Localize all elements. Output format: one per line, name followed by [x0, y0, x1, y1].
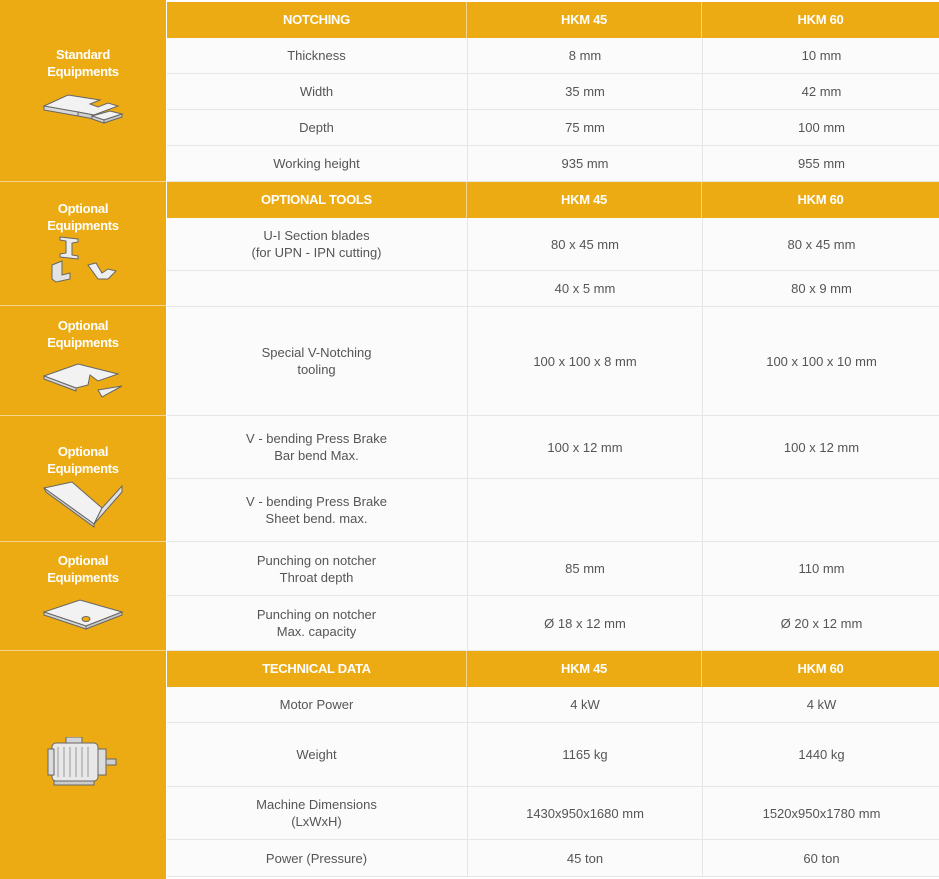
row-label: Punching on notcher Throat depth — [256, 552, 377, 585]
row-label: Motor Power — [279, 697, 354, 712]
side-section-optional-3 — [0, 416, 166, 542]
table-row — [167, 307, 939, 416]
side-label: Optional Equipments — [47, 318, 119, 350]
side-label: Optional Equipments — [47, 444, 119, 476]
value-hkm45: 35 mm — [467, 74, 702, 109]
value-hkm60: 955 mm — [702, 146, 939, 181]
row-label — [167, 271, 466, 306]
section-profiles-icon — [48, 235, 120, 283]
header-model-hkm60: HKM 60 — [797, 12, 844, 27]
v-notch-plate-icon — [42, 360, 126, 400]
header-label: TECHNICAL DATA — [262, 661, 371, 676]
value-hkm60: 10 mm — [702, 38, 939, 73]
table-row — [167, 416, 939, 479]
notched-plate-icon — [42, 92, 124, 132]
row-label: Machine Dimensions (LxWxH) — [256, 797, 377, 829]
side-label: Standard Equipments — [47, 47, 119, 79]
value-hkm45: 935 mm — [467, 146, 702, 181]
header-technical-data — [167, 651, 939, 687]
side-section-optional-1 — [0, 182, 166, 306]
value-hkm45: 1430x950x1680 mm — [467, 787, 702, 839]
side-section-optional-4 — [0, 542, 166, 651]
side-label: Optional Equipments — [47, 201, 119, 233]
value-hkm45: 75 mm — [467, 110, 702, 145]
value-hkm60: 80 x 9 mm — [702, 271, 939, 306]
value-hkm60: Ø 20 x 12 mm — [702, 596, 939, 650]
row-label: Width — [299, 84, 334, 99]
value-hkm60: 4 kW — [702, 687, 939, 722]
value-hkm45: 80 x 45 mm — [467, 218, 702, 270]
value-hkm45: 8 mm — [467, 38, 702, 73]
value-hkm45: 100 x 100 x 8 mm — [467, 307, 702, 415]
value-hkm45: 4 kW — [467, 687, 702, 722]
value-hkm60: 1520x950x1780 mm — [702, 787, 939, 839]
value-hkm45: Ø 18 x 12 mm — [467, 596, 702, 650]
header-label: NOTCHING — [283, 12, 350, 27]
value-hkm60: 1440 kg — [702, 723, 939, 786]
value-hkm60: 80 x 45 mm — [702, 218, 939, 270]
side-section-optional-2 — [0, 306, 166, 416]
table-row — [167, 74, 939, 110]
electric-motor-icon — [46, 737, 120, 787]
side-label: Optional Equipments — [47, 553, 119, 585]
row-label: Working height — [273, 156, 360, 171]
row-label: Depth — [299, 120, 334, 135]
table-row — [167, 146, 939, 182]
bent-sheet-icon — [42, 480, 126, 528]
table-row — [167, 271, 939, 307]
header-notching — [167, 2, 939, 38]
value-hkm45 — [467, 479, 702, 541]
value-hkm60: 110 mm — [702, 542, 939, 595]
table-row — [167, 687, 939, 723]
table-row — [167, 840, 939, 877]
row-label: Punching on notcher Max. capacity — [256, 607, 377, 639]
value-hkm45: 100 x 12 mm — [467, 416, 702, 478]
value-hkm60: 100 x 100 x 10 mm — [702, 307, 939, 415]
value-hkm60: 100 mm — [702, 110, 939, 145]
row-label: U-I Section blades (for UPN - IPN cutting) — [251, 228, 382, 260]
table-row — [167, 787, 939, 840]
row-label: Power (Pressure) — [265, 850, 368, 866]
value-hkm45: 85 mm — [467, 542, 702, 595]
row-label: Weight — [296, 747, 337, 762]
table-row — [167, 38, 939, 74]
row-label: V - bending Press Brake Sheet bend. max. — [246, 494, 387, 526]
table-row — [167, 218, 939, 271]
punched-plate-icon — [42, 596, 126, 634]
table-row — [167, 723, 939, 787]
table-row — [167, 596, 939, 651]
header-label: OPTIONAL TOOLS — [261, 192, 372, 207]
row-label: Thickness — [287, 48, 346, 63]
table-row — [167, 479, 939, 542]
value-hkm60: 42 mm — [702, 74, 939, 109]
value-hkm45: 45 ton — [467, 840, 702, 876]
side-section-standard — [0, 0, 166, 182]
value-hkm60 — [702, 479, 939, 541]
header-model-hkm60: HKM 60 — [797, 661, 844, 676]
value-hkm45: 40 x 5 mm — [467, 271, 702, 306]
header-model-hkm45: HKM 45 — [561, 192, 607, 207]
header-model-hkm45: HKM 45 — [561, 12, 607, 27]
value-hkm60: 60 ton — [702, 840, 939, 876]
table-row — [167, 110, 939, 146]
header-model-hkm60: HKM 60 — [797, 192, 844, 207]
table-row — [167, 542, 939, 596]
row-label: Special V-Notching tooling — [261, 345, 372, 377]
header-optional-tools — [167, 182, 939, 218]
side-section-technical — [0, 651, 166, 879]
value-hkm45: 1165 kg — [467, 723, 702, 786]
value-hkm60: 100 x 12 mm — [702, 416, 939, 478]
row-label: V - bending Press Brake Bar bend Max. — [246, 431, 387, 463]
header-model-hkm45: HKM 45 — [561, 661, 607, 676]
